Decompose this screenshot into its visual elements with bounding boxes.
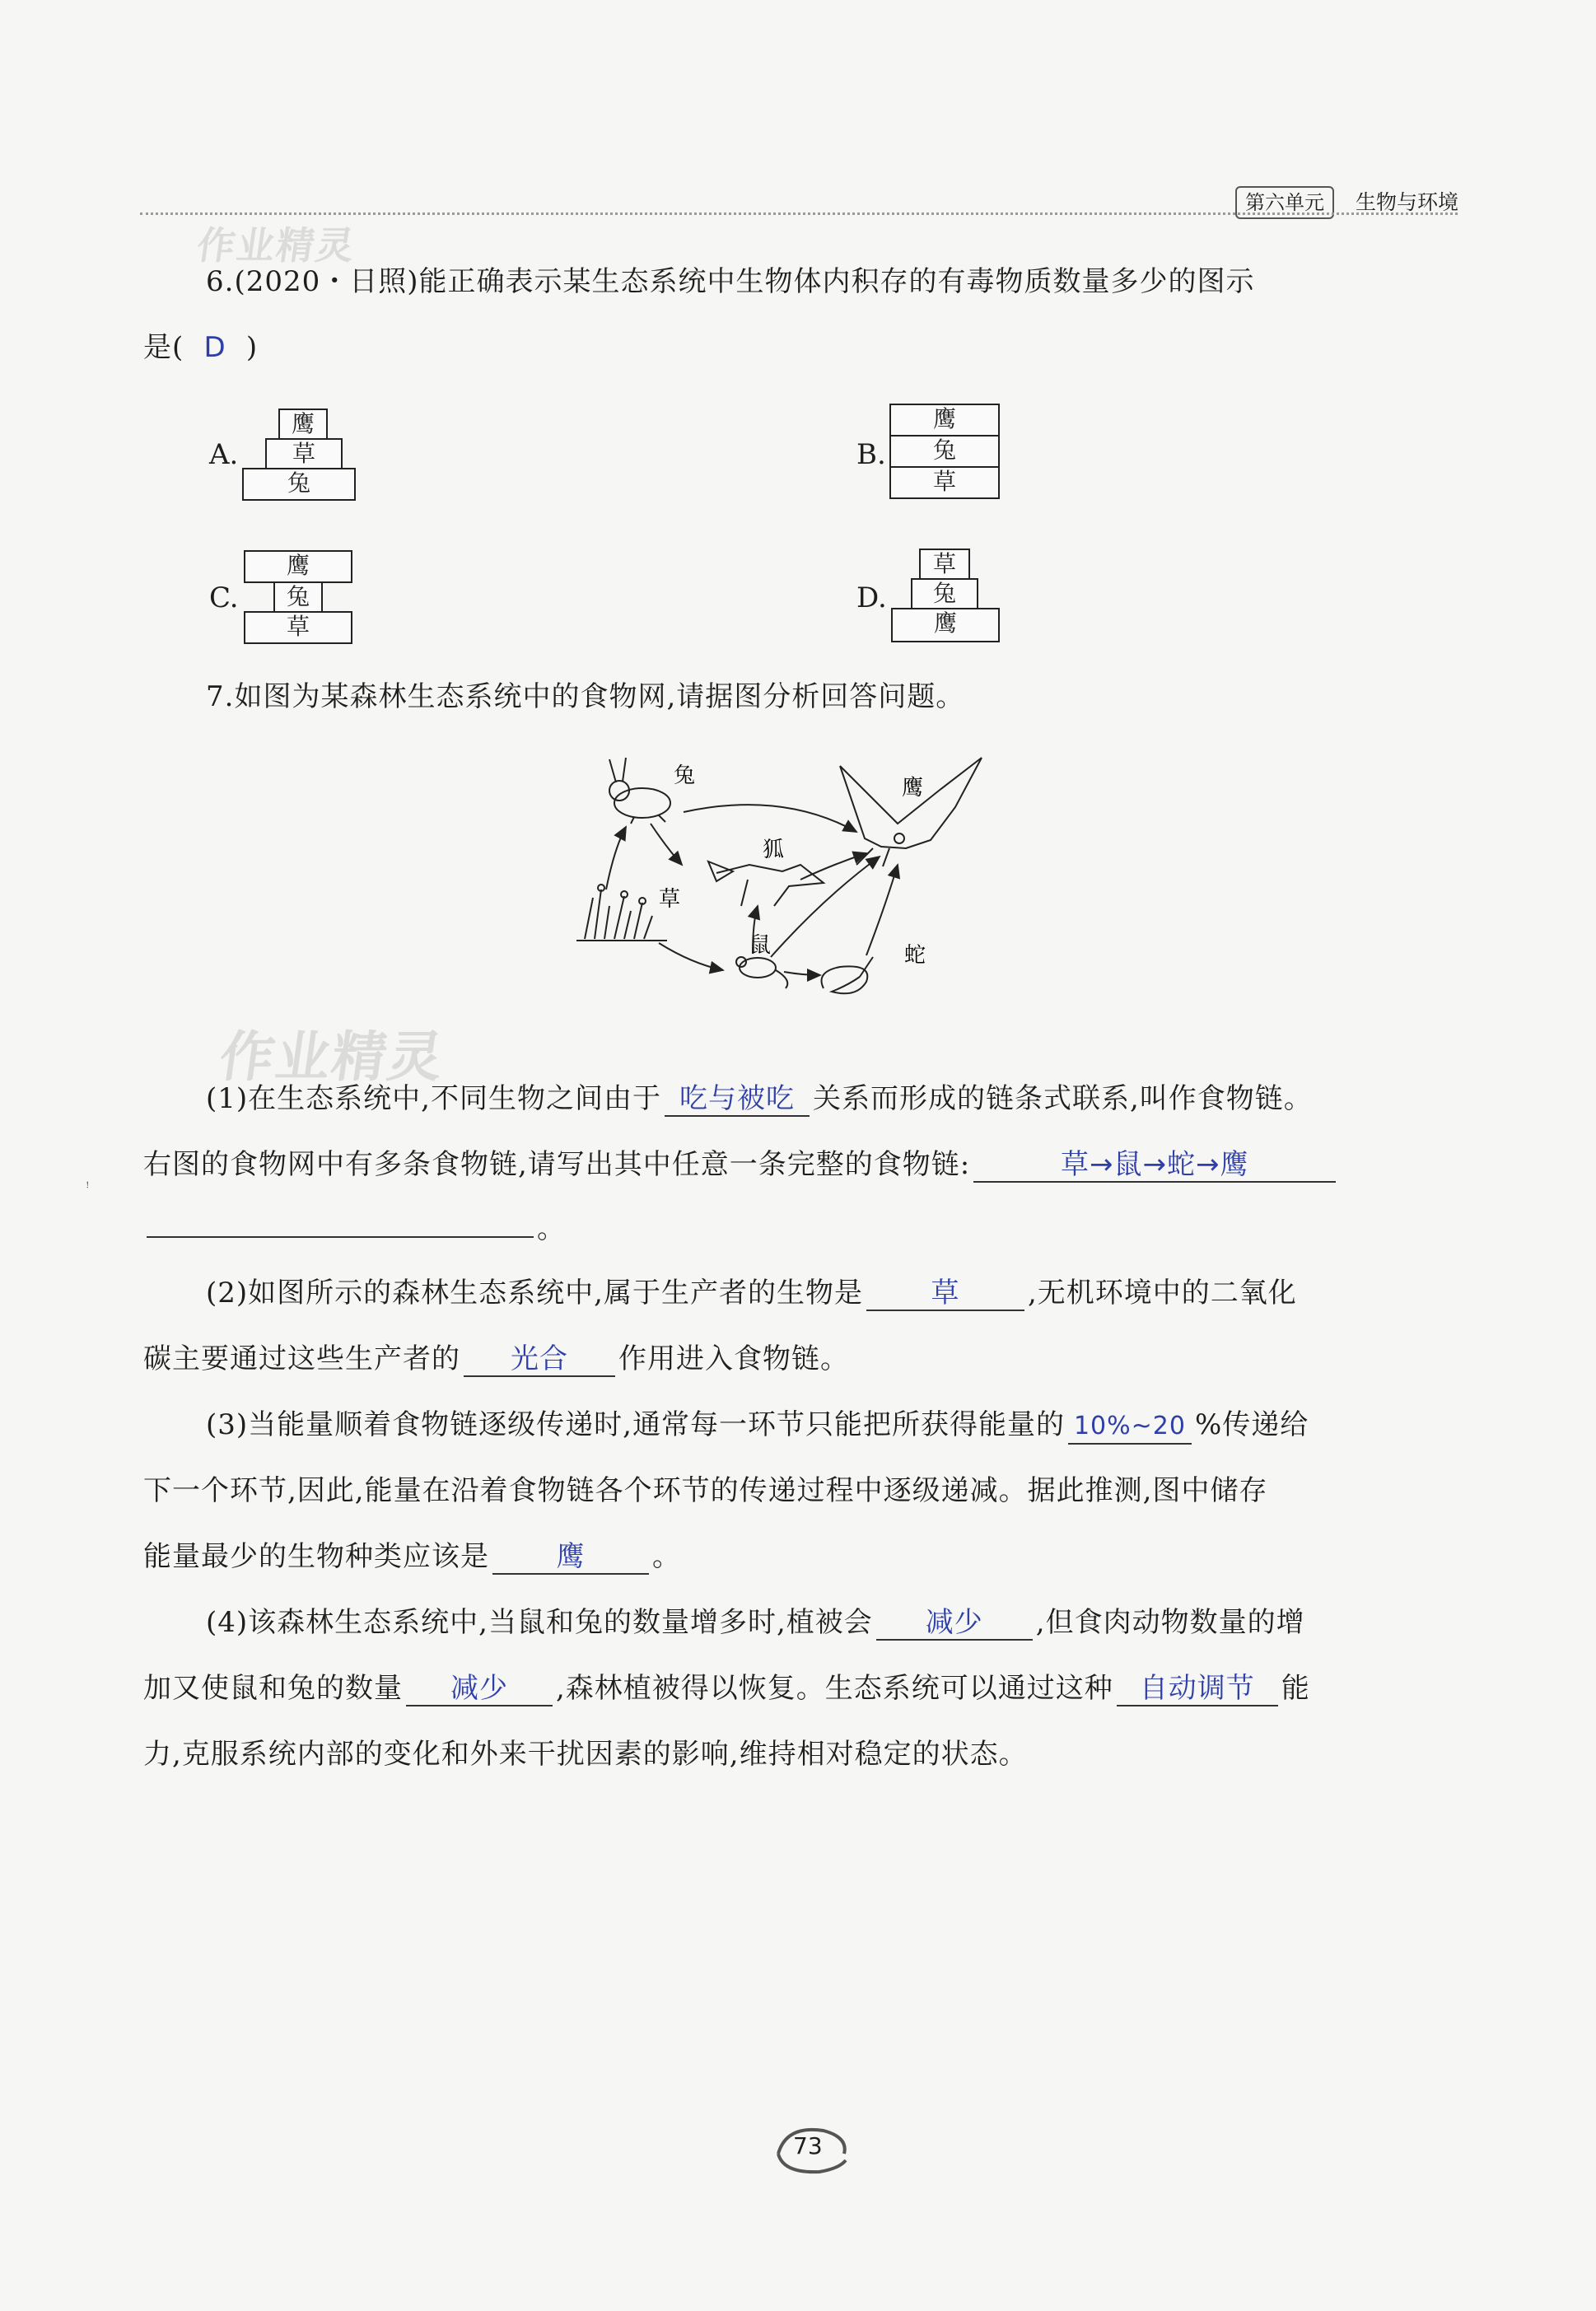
q7-p4-text-e: 能 [1281, 1672, 1310, 1705]
q7-p1-text-a: (1)在生态系统中,不同生物之间由于 [206, 1082, 661, 1115]
pyramid-box: 草 [919, 549, 970, 580]
q7-p3-line2: 下一个环节,因此,能量在沿着食物链各个环节的传递过程中逐级递减。据此推测,图中储存 [143, 1474, 1268, 1507]
q7-p3-text-d: 能量最少的生物种类应该是 [143, 1540, 489, 1573]
q7-p1-answer2: 草→鼠→蛇→鹰 [1061, 1148, 1249, 1181]
pyramid-box: 兔 [889, 435, 1000, 468]
option-d-label: D. [856, 581, 887, 614]
rabbit-illustration [609, 758, 670, 824]
q7-p4-text-b: ,但食肉动物数量的增 [1035, 1606, 1305, 1639]
food-web-diagram [576, 741, 1038, 1038]
q7-p4-text-a: (4)该森林生态系统中,当鼠和兔的数量增多时,植被会 [206, 1606, 873, 1639]
watermark: 作业精灵 [194, 223, 359, 268]
q7-p1-blank2 [973, 1148, 1336, 1183]
q7-p3-line1 [206, 1405, 1309, 1445]
page-number: 73 [793, 2132, 823, 2159]
option-b-label: B. [856, 438, 886, 471]
q6-paren-close: ) [245, 331, 259, 364]
margin-mark: ꜝ [86, 1179, 90, 1197]
arrow-snake-eagle [866, 865, 898, 955]
q7-p4-text-c: 加又使鼠和兔的数量 [143, 1672, 403, 1705]
q7-p1-line3 [143, 1209, 566, 1249]
arrow-mouse-eagle [771, 857, 880, 957]
mouse-illustration [736, 957, 787, 988]
pyramid-box: 兔 [242, 468, 356, 501]
q7-p3-blank2 [492, 1540, 649, 1575]
q7-p4-blank3 [1117, 1672, 1278, 1706]
pyramid-box: 兔 [273, 581, 323, 613]
q7-p1-line1 [206, 1079, 1313, 1118]
arrow-rabbit-eagle [684, 805, 856, 832]
fox-illustration [708, 861, 824, 906]
q7-p3-answer1: 10%~20 [1073, 1412, 1186, 1440]
unit-title: 生物与环境 [1356, 190, 1459, 214]
label-rabbit: 兔 [674, 763, 696, 788]
q7-p3-text-a: (3)当能量顺着食物链逐级传递时,通常每一环节只能把所获得能量的 [206, 1408, 1065, 1441]
pyramid-box: 鹰 [891, 608, 1000, 642]
q7-p4-answer1: 减少 [925, 1606, 983, 1639]
grass-illustration [576, 885, 667, 941]
unit-tag: 第六单元 [1235, 186, 1334, 219]
q7-p2-blank2 [464, 1342, 615, 1377]
q6-paren-open: 是( [143, 331, 184, 364]
q7-p3-blank1 [1068, 1408, 1192, 1445]
pyramid-box: 鹰 [244, 550, 352, 583]
q6-answer: D [203, 331, 226, 364]
q7-p4-blank1 [876, 1606, 1033, 1641]
q7-p1-line2 [143, 1145, 1339, 1184]
q6-stem-line1: 6.(2020・日照)能正确表示某生态系统中生物体内积存的有毒物质数量多少的图示 [206, 265, 1255, 298]
arrow-mouse-snake [784, 972, 820, 975]
q7-p2-line1 [206, 1273, 1297, 1313]
pyramid-box: 鹰 [889, 404, 1000, 437]
arrow-rabbit-fox [651, 824, 682, 865]
label-fox: 狐 [763, 838, 785, 862]
q7-p2-blank1 [866, 1277, 1024, 1311]
q7-p4-line3: 力,克服系统内部的变化和外来干扰因素的影响,维持相对稳定的状态。 [143, 1738, 1028, 1771]
label-mouse: 鼠 [749, 933, 772, 958]
q7-p4-line1 [206, 1603, 1305, 1642]
q7-p4-text-d: ,森林植被得以恢复。生态系统可以通过这种 [556, 1672, 1113, 1705]
q7-p4-answer3: 自动调节 [1139, 1672, 1255, 1705]
option-a-label: A. [209, 438, 239, 471]
q7-p3-text-b: %传递给 [1194, 1408, 1309, 1441]
q7-p1-text-c: 右图的食物网中有多条食物链,请写出其中任意一条完整的食物链: [143, 1148, 971, 1181]
q6-stem-line2 [143, 328, 258, 367]
q7-p2-text-a: (2)如图所示的森林生态系统中,属于生产者的生物是 [206, 1277, 863, 1310]
q7-p3-answer2: 鹰 [556, 1540, 586, 1573]
q7-p4-answer2: 减少 [450, 1672, 508, 1705]
q7-p1-blank1 [665, 1082, 810, 1117]
arrow-grass-rabbit [606, 827, 626, 889]
eagle-illustration [840, 758, 982, 866]
label-snake: 蛇 [904, 943, 926, 968]
pyramid-box: 草 [244, 611, 352, 644]
q7-p2-text-b: ,无机环境中的二氧化 [1027, 1277, 1297, 1310]
q7-intro: 7.如图为某森林生态系统中的食物网,请据图分析回答问题。 [206, 680, 965, 713]
header-divider [140, 212, 1458, 215]
pyramid-box: 草 [265, 438, 343, 469]
q7-p4-blank2 [406, 1672, 553, 1706]
q7-p3-text-e: 。 [652, 1540, 681, 1573]
option-c-label: C. [209, 581, 239, 614]
watermark: 作业精灵 [215, 1025, 449, 1089]
arrow-grass-mouse [659, 943, 723, 970]
q7-p2-answer2: 光合 [511, 1342, 568, 1375]
q7-p1-answer1: 吃与被吃 [679, 1082, 795, 1115]
label-grass: 草 [659, 887, 681, 912]
q7-p1-blank2-cont [147, 1236, 534, 1238]
q7-p4-line2 [143, 1669, 1310, 1708]
pyramid-box: 兔 [911, 578, 978, 609]
q7-p2-line2 [143, 1339, 849, 1379]
page-number-badge [754, 2121, 861, 2178]
q7-p2-text-d: 作用进入食物链。 [618, 1342, 849, 1375]
pyramid-box: 草 [889, 466, 1000, 499]
q7-p3-line3 [143, 1537, 681, 1576]
snake-illustration [822, 957, 874, 993]
q7-p1-text-b: 关系而形成的链条式联系,叫作食物链。 [812, 1082, 1313, 1115]
arrow-fox-eagle [800, 853, 866, 880]
pyramid-box: 鹰 [278, 409, 328, 440]
label-eagle: 鹰 [902, 776, 924, 801]
q7-p1-text-d: 。 [537, 1212, 566, 1245]
q7-p2-answer1: 草 [931, 1277, 960, 1310]
q7-p2-text-c: 碳主要通过这些生产者的 [143, 1342, 460, 1375]
